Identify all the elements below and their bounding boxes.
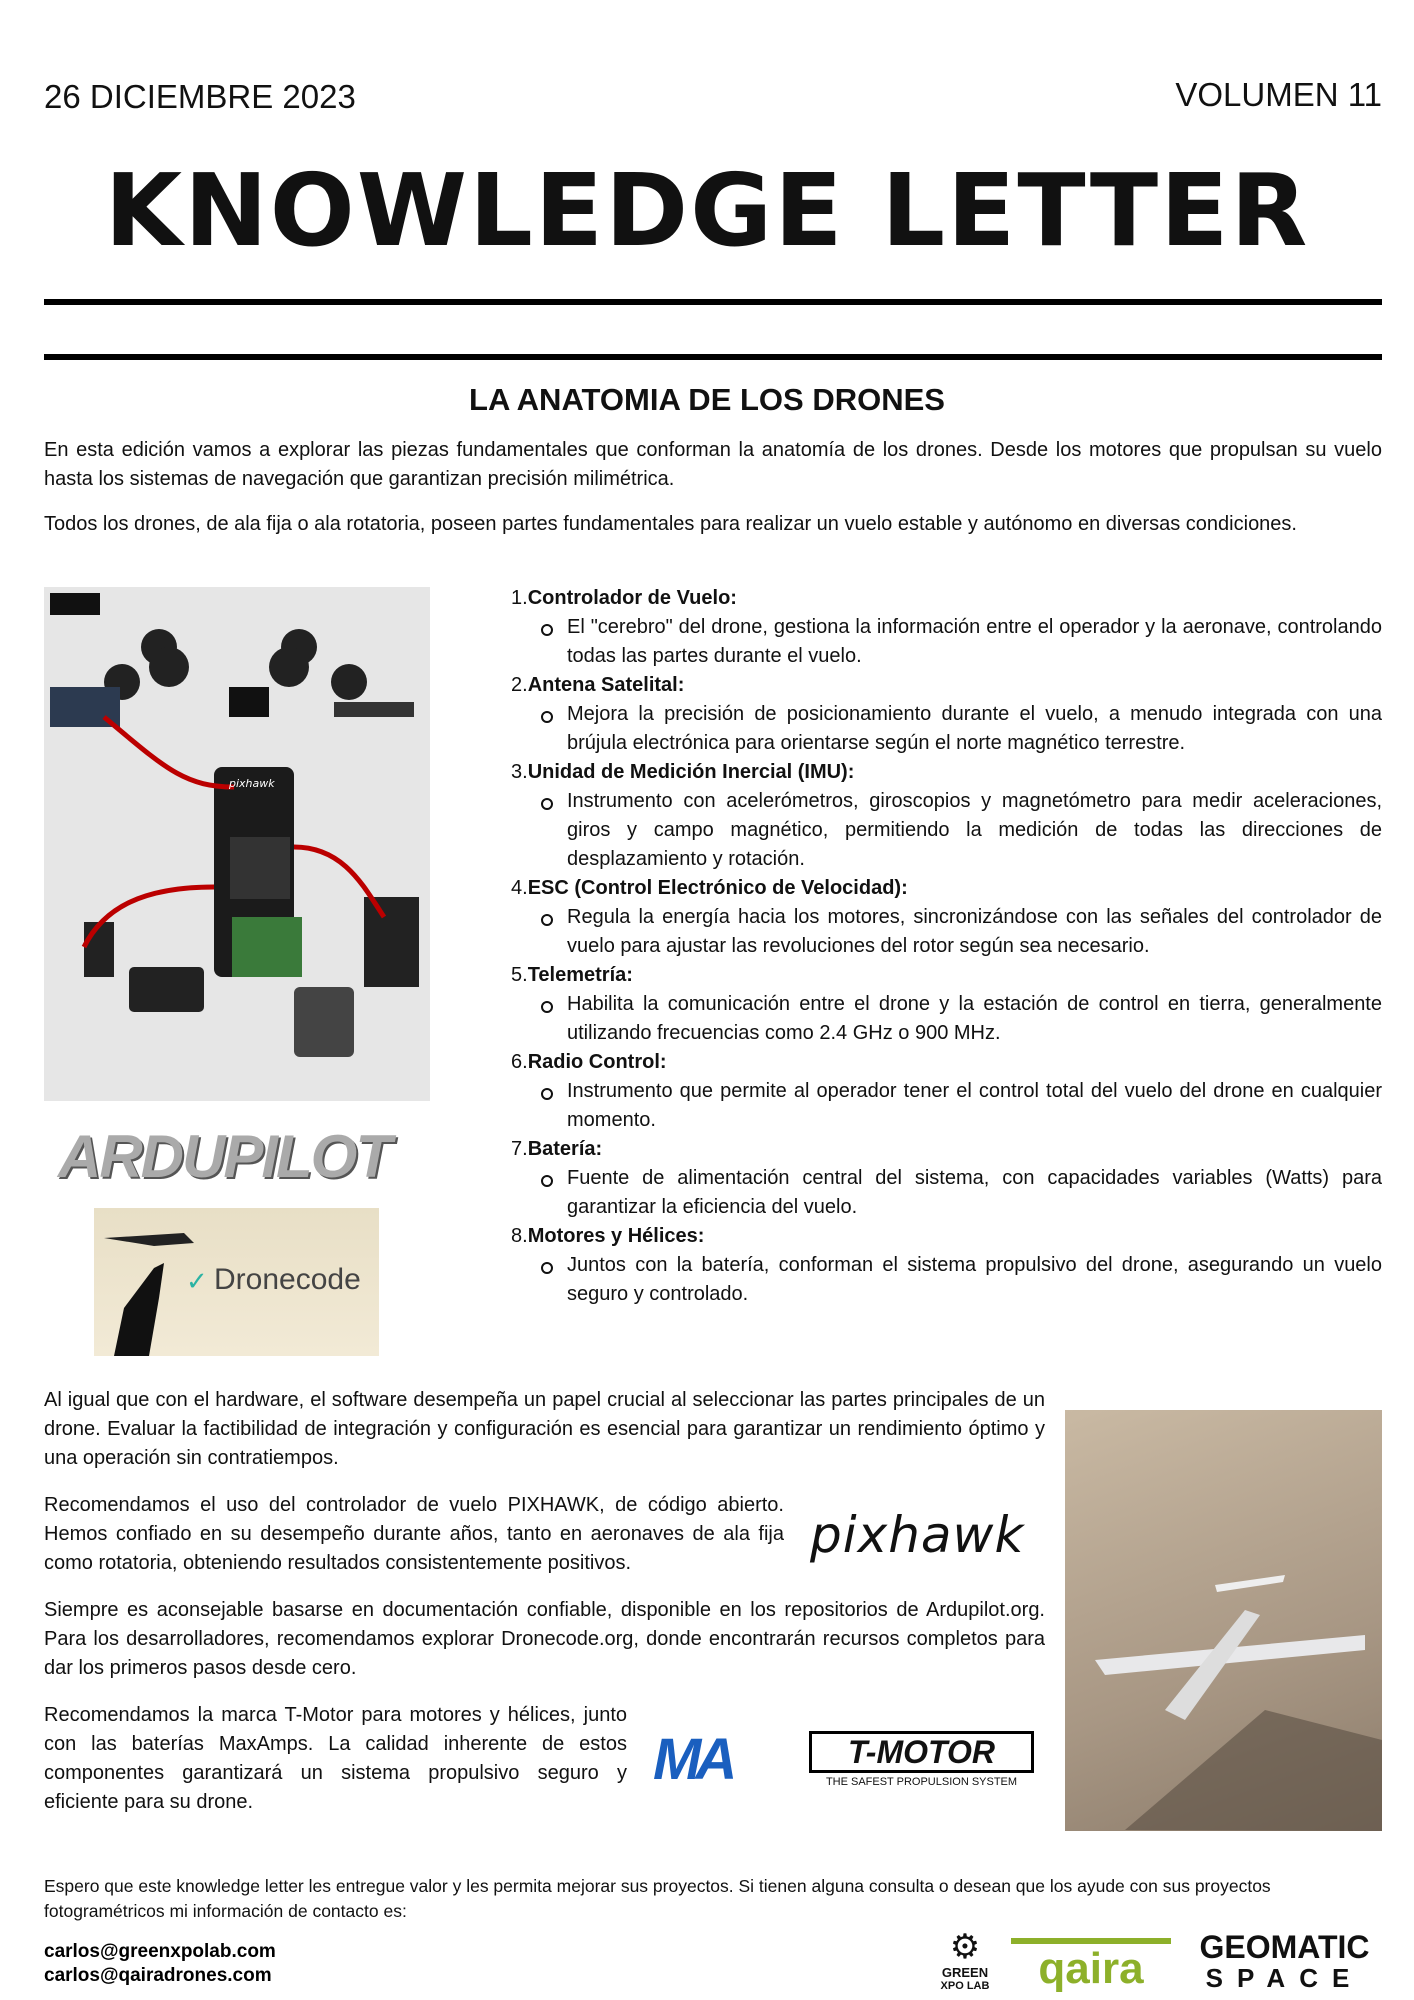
partner-logos <box>935 1928 1382 1992</box>
intro-paragraph: En esta edición vamos a explorar las piezas fundamentales que conforman la anatomía de los drones. Desde los motores que propulsan su vuelo hasta los sistemas de navegación que garantizan precisión milimétrica. <box>44 439 1382 490</box>
email-link[interactable]: carlos@qairadrones.com <box>44 1965 272 1986</box>
body-column <box>44 1386 1045 1817</box>
list-item: 5.Telemetría: Habilita la comunicación entre el drone y la estación de control en tierra, generalmente utilizando frecuencias como 2.4 GHz o 900 MHz. <box>511 961 1382 1048</box>
contact-emails <box>44 1940 276 1992</box>
pixhawk-paragraph: Recomendamos el uso del controlador de vuelo PIXHAWK, de código abierto. Hemos confiado en su desempeño durante años, tanto en aeronaves de ala fija como rotatoria, obteniendo resultados consistentemente positivos. <box>44 1494 784 1574</box>
geomatic-space-logo: GEOMATIC SPACE <box>1199 1929 1370 1993</box>
qaira-logo: qaira <box>1011 1938 1171 1992</box>
diagram-brand-label: pixhawk <box>229 777 275 790</box>
tmotor-logo: T-MOTOR THE SAFEST PROPULSION SYSTEM <box>809 1731 1034 1788</box>
volume-number: VOLUMEN 11 <box>1175 76 1382 113</box>
list-item: 6.Radio Control: Instrumento que permite al operador tener el control total del vuelo del drone en cualquier momento. <box>511 1048 1382 1135</box>
section-title: LA ANATOMIA DE LOS DRONES <box>469 382 945 417</box>
list-item: 7.Batería: Fuente de alimentación central del sistema, con capacidades variables (Watts) para garantizar la eficiencia del vuelo. <box>511 1135 1382 1222</box>
ardupilot-logo: ARDUPILOT <box>58 1123 390 1190</box>
drone-parts-list <box>511 584 1382 1309</box>
tmotor-paragraph: Recomendamos la marca T-Motor para motores y hélices, junto con las baterías MaxAmps. La calidad inherente de estos componentes garantizará un sistema propulsivo seguro y eficiente para su drone. <box>44 1704 627 1813</box>
list-item: 3.Unidad de Medición Inercial (IMU): Instrumento con acelerómetros, giroscopios y magnetómetro para medir aceleraciones, giros y campo magnético, permitiendo la medición de todas las direcciones de desplazamiento y rotación. <box>511 758 1382 874</box>
closing-paragraph: Espero que este knowledge letter les entregue valor y les permita mejorar sus proyectos. Si tienen alguna consulta o desean que los ayude con sus proyectos fotogramétricos mi información de contacto es: <box>44 1876 1271 1921</box>
pixhawk-wiring-diagram <box>44 587 430 1101</box>
drone-on-sand-illustration <box>1065 1410 1382 1831</box>
intro-paragraph: Todos los drones, de ala fija o ala rotatoria, poseen partes fundamentales para realizar un vuelo estable y autónomo en diversas condiciones. <box>44 513 1297 535</box>
divider <box>44 354 1382 360</box>
greenxpolab-logo: ⚙ GREEN XPO LAB <box>935 1928 995 1992</box>
tmotor-row <box>44 1701 1045 1817</box>
dronecode-check-icon: ✓ <box>186 1266 208 1296</box>
documentation-paragraph: Siempre es aconsejable basarse en documentación confiable, disponible en los repositorios de Ardupilot.org. Para los desarrolladores, recomendamos explorar Dronecode.org, donde encontrarán recursos completos para dar los primeros pasos desde cero. <box>44 1599 1045 1679</box>
issue-date: 26 DICIEMBRE 2023 <box>44 78 356 115</box>
divider <box>44 299 1382 305</box>
list-item: 1.Controlador de Vuelo: El "cerebro" del drone, gestiona la información entre el operador y la aeronave, controlando todas las partes durante el vuelo. <box>511 584 1382 671</box>
footer-row <box>44 1928 1382 1992</box>
dronecode-image <box>94 1208 379 1356</box>
fixed-wing-drone-photo <box>1065 1410 1382 1831</box>
pixhawk-row <box>44 1491 1045 1578</box>
dronecode-logo-text: Dronecode <box>214 1263 361 1296</box>
intro <box>44 436 1382 539</box>
email-link[interactable]: carlos@greenxpolab.com <box>44 1941 276 1962</box>
list-item: 8.Motores y Hélices: Juntos con la batería, conforman el sistema propulsivo del drone, asegurando un vuelo seguro y controlado. <box>511 1222 1382 1309</box>
footer <box>44 1874 1382 1992</box>
newsletter-title: KNOWLEDGE LETTER <box>104 152 1310 269</box>
pixhawk-logo: pixhawk <box>810 1505 1025 1564</box>
diagram-illustration <box>44 587 430 1101</box>
list-item: 2.Antena Satelital: Mejora la precisión de posicionamiento durante el vuelo, a menudo integrada con una brújula electrónica para orientarse según el norte magnético terrestre. <box>511 671 1382 758</box>
software-paragraph: Al igual que con el hardware, el software desempeña un papel crucial al seleccionar las partes principales de un drone. Evaluar la factibilidad de integración y configuración es esencial para garantizar un rendimiento óptimo y una operación sin contratiempos. <box>44 1389 1045 1469</box>
list-item: 4.ESC (Control Electrónico de Velocidad): Regula la energía hacia los motores, sincronizándose con las señales del controlador de vuelo para ajustar las revoluciones del rotor según sea necesario. <box>511 874 1382 961</box>
maxamps-logo: MA <box>653 1726 732 1792</box>
gear-icon: ⚙ <box>949 1928 981 1966</box>
